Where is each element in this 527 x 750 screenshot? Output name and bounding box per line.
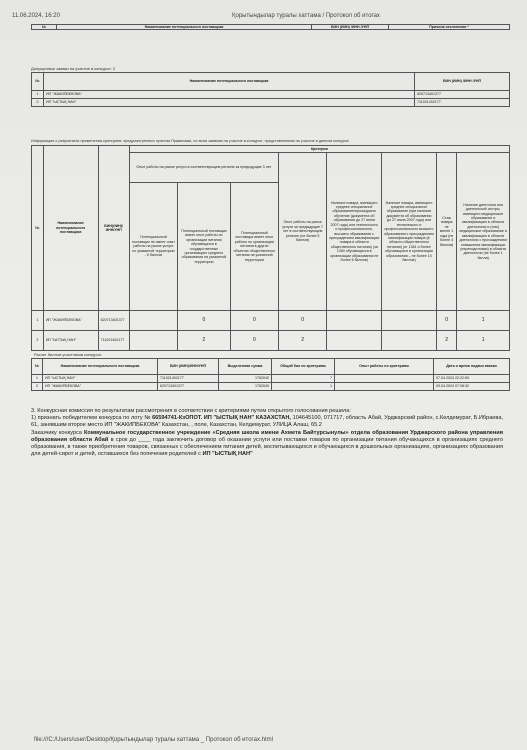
col-bin: БИН (ИИН) /ИНН /УНП: [312, 25, 389, 30]
admitted-caption: Допущенные заявки на участие в конкурсе: 2: [31, 66, 116, 71]
rejected-applications-table: [31, 24, 510, 30]
table-row: 2 ИП "ЖАКИПБЕКОВА" 620713401377 1762040 1 09.04.2024 07:08:32: [32, 383, 510, 391]
scores-table: № Наименование потенциального поставщика БИН (ИИН)/ИНН/УНП Выделенная сумма Общий бал по критериям Опыт работы по критериям Дата и время подачи заявки 1 ИП "ЫСТЫҚ НАН" 711021402177 1762040 7 07.04.2024 22:22:59 2 ИП "ЖАКИПБЕКОВА" 620713401377 1762040 1 09.04.2024 07:08:32: [31, 358, 510, 391]
col-reason: Причина отклонения *: [389, 25, 510, 30]
contract-paragraph: Заказчику конкурса Коммунальное государственное учреждение «Средняя школа имени Ахмета Байтурсынулы» отдела образования Урджарского района управления образования области Абай в срок до ____ года заключить договор об оказании услуги или поставки товаров по организации питания обучающихся в организациях среднего образования, в также приобретения товаров, связанных с обеспечением питания детей, воспитывающихся и обучающихся в дошкольных организациях, организациях образования для детей-сирот и детей, оставшихся без попечения родителей с ИП "ЫСТЫҚ НАН": [31, 429, 503, 458]
print-footer-path: file:///C:/Users/user/Desktop/Қорытындылар туралы хаттама _ Протокол об итогах.html: [34, 737, 273, 743]
decision-paragraph: 3. Конкурсная комиссия по результатам рассмотрения в соответствии с критериями путем открытого голосования решила:: [31, 408, 351, 414]
table-row: 2 ИП "ЫСТЫҚ НАН" 711021402177 2 0 2 2 1: [32, 331, 510, 351]
col-no: №: [32, 73, 44, 91]
criteria-table: № Наименование потенциального поставщика БИН(ИИН)/ИНН/УНП Критерии Опыт работы на рынке услуги в соответствующем регионе за предыдущие 3 лет Опыт работы на рынке услуги за предыдущие 7 лет в соответствующем регионе (не более 5 баллов) Наличие повара, имеющего среднее специальное образование/прошедшего обучение (документа об образовании до 27 июля 2007 года) или технического и профессионального, высшего образования с присуждением квалификации повара в области общественного питания) (за 1360 обучающихся в организации образования не более 6 баллов) Наличие повара, имеющего среднее специальное образование (при наличии документа об образовании до 27 июля 2007 года) или технического и профессионального высшего образования с присуждением квалификации повара (в области общественного питания) (от 1361 и более обучающихся в организации образования – не более 10 баллов) Стаж повара не менее 1 года (не более 4 баллов) Наличие диетолога или диетической сестры, имеющего медицинское образование и квалификацию в области диетологии и (или) медицинское образование и квалификацию в области диетологии с прохождением повышения квалификации (переподготовки) в области диетологии (не более 1 балла) Потенциальный поставщик не имеет опыт работы на рынке услуги по указанной территории - 0 баллов Потенциальный поставщик имеет опыт работы по организации питания обучающихся в государственных организациях среднего образования на указанной территории Потенциальный поставщик имеет опыт работы по организации питания в других объектах общественного питания на указанной территории 1 ИП "ЖАКИПБЕКОВА" 620713401377 0 0 0 0 1 2 ИП "ЫСТЫҚ НАН" 711021402177 2 0 2 2 1: [31, 145, 510, 351]
col-name: Наименование потенциального поставщика: [57, 25, 312, 30]
print-datetime: 11.06.2024, 16:20: [12, 13, 60, 19]
table-row: 1 ИП "ЖАКИПБЕКОВА" 620713401377 0 0 0 0 1: [32, 311, 510, 331]
print-title: Қорытындылар туралы хаттама / Протокол об итогах: [232, 13, 380, 19]
criteria-caption: Информация о результатах применения критериев, предусмотренных пунктом Правилами, по всем заявкам на участие в конкурсе, представленным на участие в данном конкурсе: [31, 139, 349, 143]
table-row: 1 ИП "ЖАКИПБЕКОВА" 620713401377: [32, 91, 510, 99]
admitted-applications-table: [31, 72, 510, 107]
col-bin: БИН (ИИН) /ИНН /УНП: [415, 73, 510, 91]
table-row: 1 ИП "ЫСТЫҚ НАН" 711021402177 1762040 7 07.04.2024 22:22:59: [32, 375, 510, 383]
scores-caption: Расчет баллов участников конкурса:: [34, 352, 102, 357]
table-row: 2 ИП "ЫСТЫҚ НАН" 711021402177: [32, 99, 510, 107]
col-no: №: [32, 25, 57, 30]
col-name: Наименование потенциального поставщика: [44, 73, 415, 91]
decision-text: [31, 408, 503, 458]
winner-paragraph: 1) признать победителем конкурса по лоту № 66594741-КзОПОТ. ИП "ЫСТЫҚ НАН" КАЗАХСТАН, 104645100, 071717, область Абай, Урджарский район, с.Келдемурат, Б.Ибраева, 61, занявшим второе место ИП "ЖАКИПБЕКОВА" Казахстан, , поле, Казахстан, Келдемурат, УЛИЦА Алаш, 65.2: [31, 415, 503, 429]
